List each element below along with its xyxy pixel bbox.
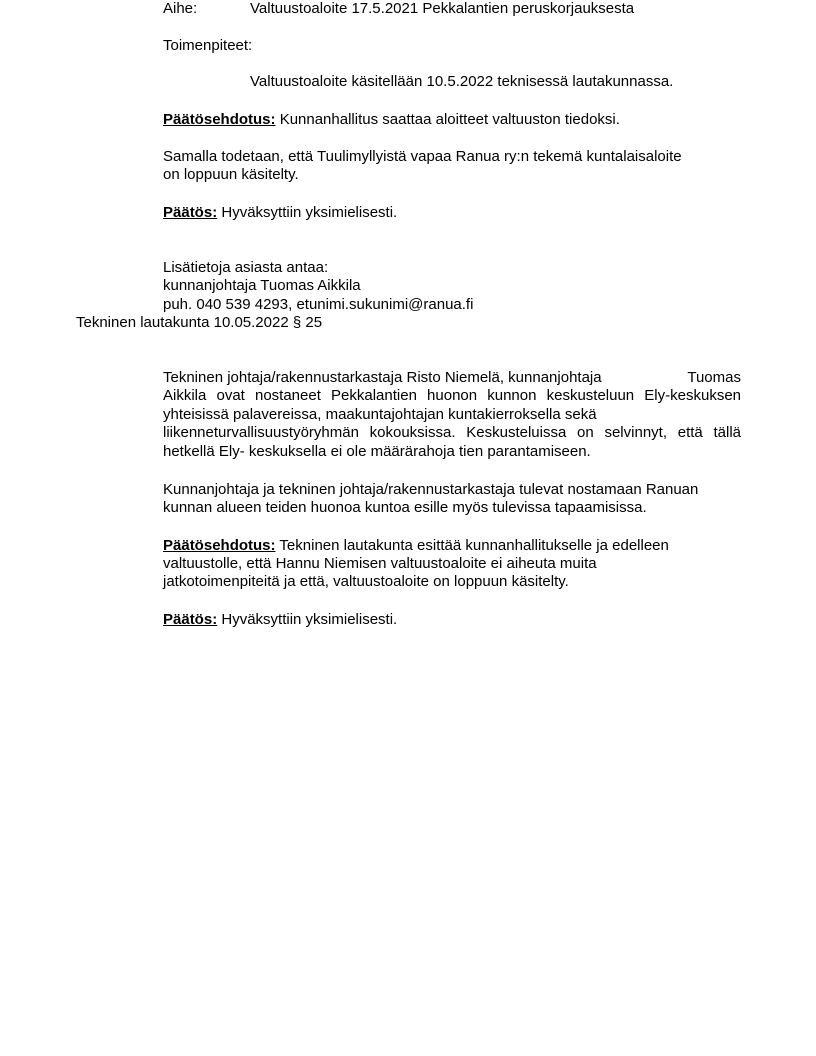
para1-line-left: Tekninen johtaja/rakennustarkastaja Risto Niemelä, kunnanjohtaja xyxy=(163,369,602,386)
subject-text: Valtuustoaloite 17.5.2021 Pekkalantien peruskorjauksesta xyxy=(250,0,635,17)
decision-text: Hyväksyttiin yksimielisesti. xyxy=(221,611,398,628)
para1-line-right: Tuomas xyxy=(687,369,741,386)
para1-line: yhteisissä palavereissa, maakuntajohtajan kuntakierroksella sekä xyxy=(163,406,597,423)
proposal-text: Kunnanhallitus saattaa aloitteet valtuuston tiedoksi. xyxy=(279,111,620,128)
measures-text: Valtuustoaloite käsitellään 10.5.2022 teknisessä lautakunnassa. xyxy=(250,73,674,90)
proposal-text: Tekninen lautakunta esittää kunnanhallitukselle ja edelleen xyxy=(279,537,669,554)
para1-line: liikenneturvallisuustyöryhmän kokouksissa. Keskusteluissa on selvinnyt, että tällä xyxy=(163,424,741,441)
proposal xyxy=(163,537,669,555)
note-line: on loppuun käsitelty. xyxy=(163,166,299,183)
para1-line xyxy=(163,369,741,387)
contact-line: kunnanjohtaja Tuomas Aikkila xyxy=(163,277,361,294)
para2-line: Kunnanjohtaja ja tekninen johtaja/rakennustarkastaja tulevat nostamaan Ranuan xyxy=(163,481,699,498)
note-line: Samalla todetaan, että Tuulimyllyistä vapaa Ranua ry:n tekemä kuntalaisaloite xyxy=(163,148,682,165)
proposal-label: Päätösehdotus: xyxy=(163,111,276,128)
para2-line: kunnan alueen teiden huonoa kuntoa esille myös tulevissa tapaamisissa. xyxy=(163,499,647,516)
contact-line: puh. 040 539 4293, etunimi.sukunimi@ranua.fi xyxy=(163,296,474,313)
para1-line: Aikkila ovat nostaneet Pekkalantien huonon kunnon keskusteluun Ely-keskuksen xyxy=(163,387,741,404)
decision xyxy=(163,611,397,629)
section-heading: Tekninen lautakunta 10.05.2022 § 25 xyxy=(76,314,323,331)
decision xyxy=(163,204,397,222)
proposal-line: jatkotoimenpiteitä ja että, valtuustoaloite on loppuun käsitelty. xyxy=(163,573,569,590)
contact-line: Lisätietoja asiasta antaa: xyxy=(163,259,329,276)
decision-label: Päätös: xyxy=(163,611,218,628)
proposal xyxy=(163,111,620,129)
decision-label: Päätös: xyxy=(163,204,218,221)
para1-line: hetkellä Ely- keskuksella ei ole määrärahoja tien parantamiseen. xyxy=(163,443,591,460)
decision-text: Hyväksyttiin yksimielisesti. xyxy=(221,204,398,221)
subject-label: Aihe: xyxy=(163,0,198,17)
measures-label: Toimenpiteet: xyxy=(163,37,253,54)
proposal-line: valtuustolle, että Hannu Niemisen valtuustoaloite ei aiheuta muita xyxy=(163,555,597,572)
proposal-label: Päätösehdotus: xyxy=(163,537,276,554)
